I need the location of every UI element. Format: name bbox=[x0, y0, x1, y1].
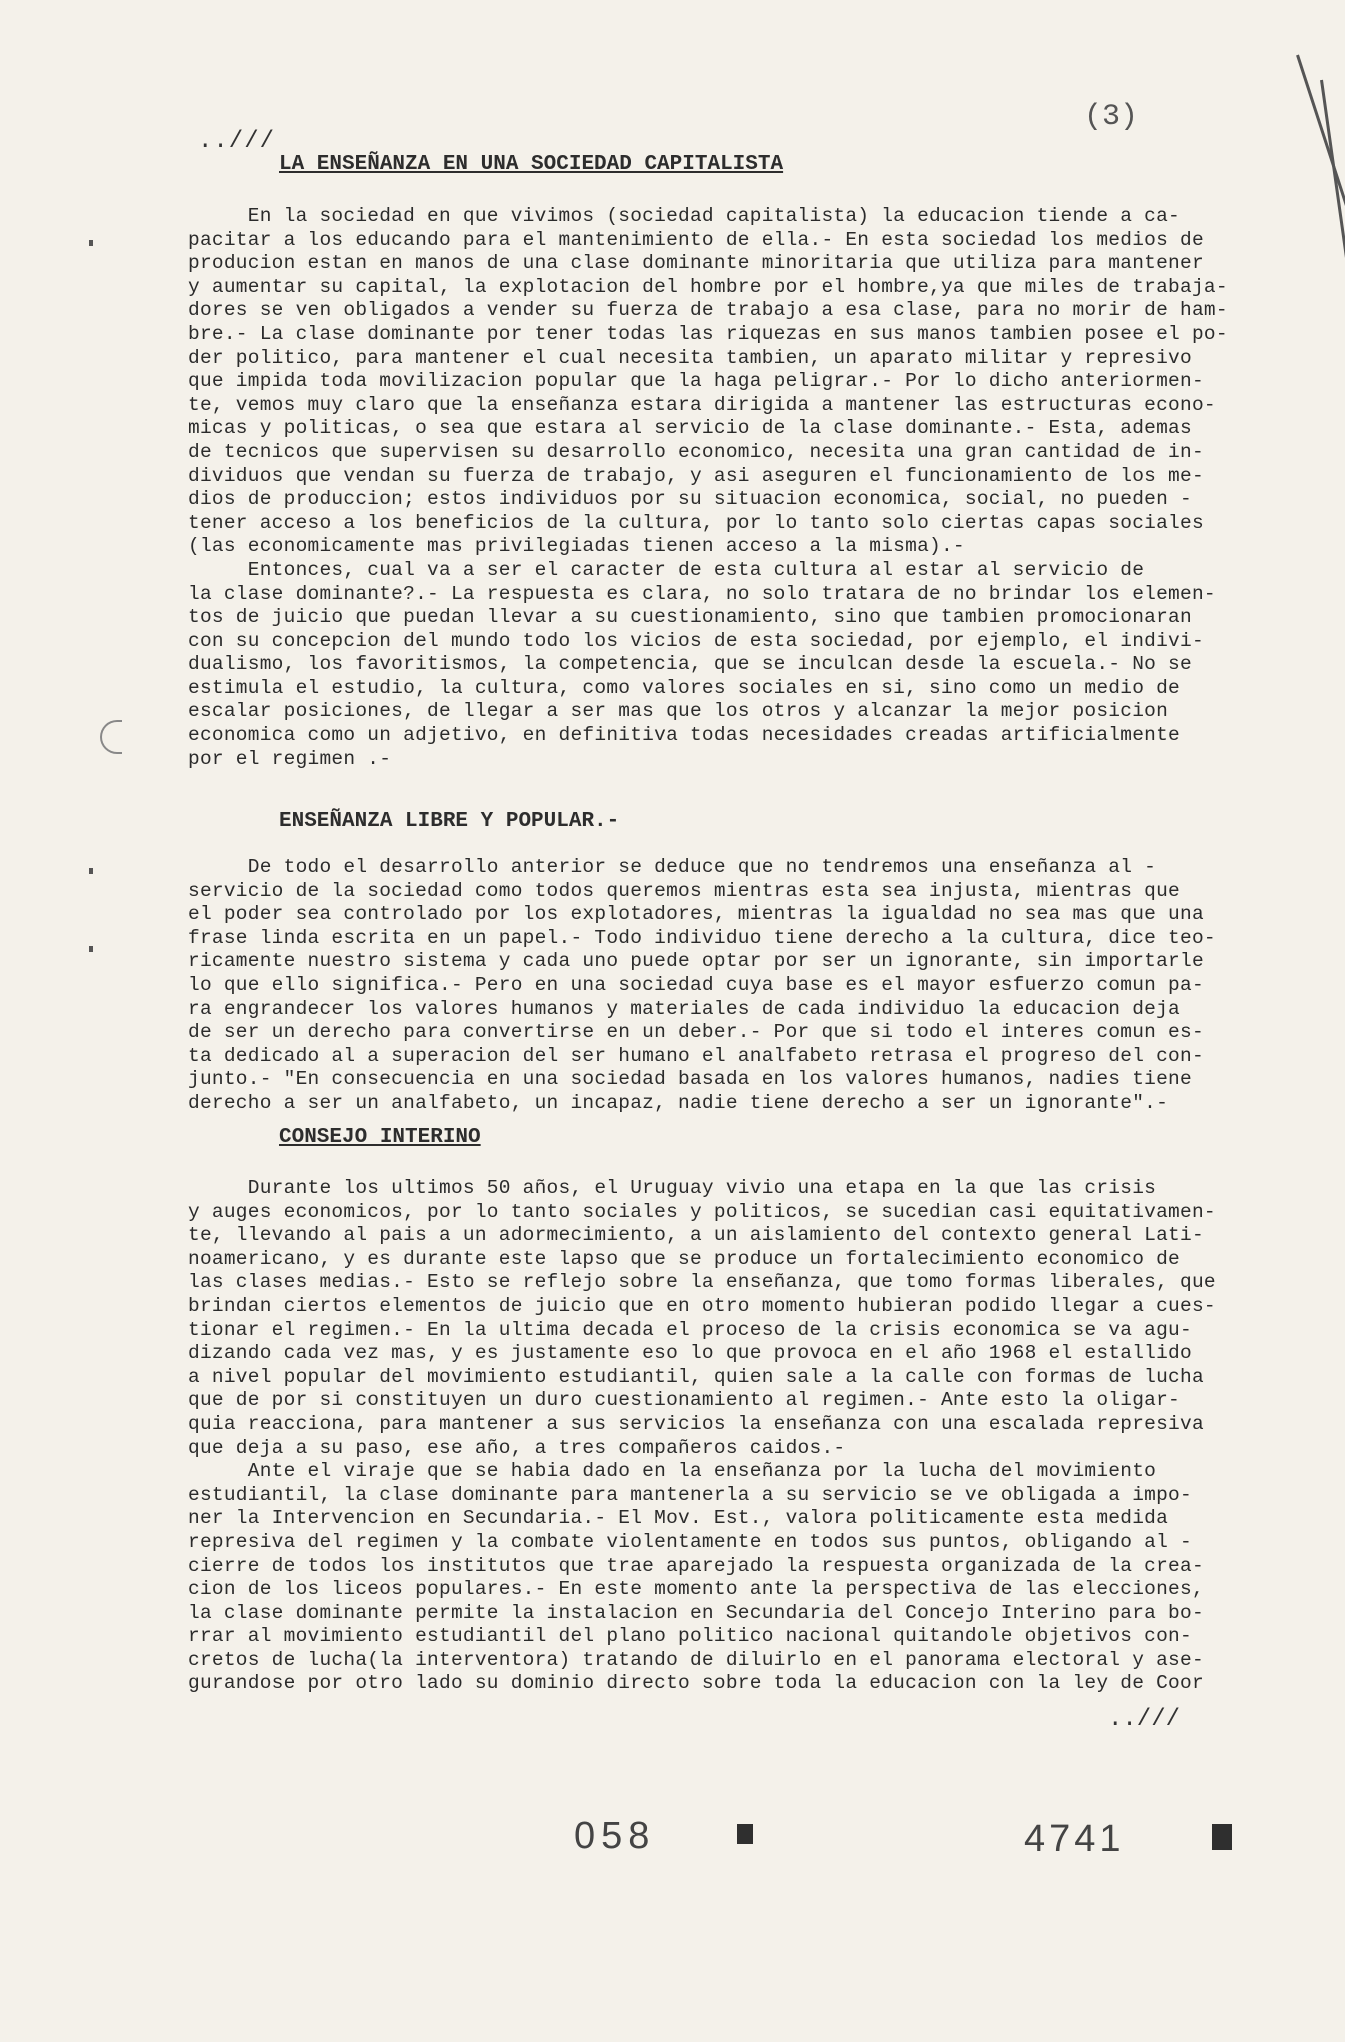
continuation-marker-bottom: ../// bbox=[1108, 1706, 1181, 1733]
margin-mark bbox=[89, 868, 93, 874]
archive-number-left: 058 bbox=[574, 1815, 656, 1857]
archive-stamp-mark bbox=[1212, 1824, 1232, 1850]
paragraph-consejo-interino: Durante los ultimos 50 años, el Uruguay vivio una etapa en la que las crisis y auges economicos, por lo tanto sociales y politicos, se sucedian casi equitativamen- te, llevando al pais a un adormecimiento, a un aislamiento del contexto general Lati- noamericano, y es durante este lapso que se produce un fortalecimiento economico de las clases medias.- Esto se reflejo sobre la enseñanza, que tomo formas liberales, que brindan ciertos elementos de juicio que en otro momento hubieran podido llegar a cues- tionar el regimen.- En la ultima decada el proceso de la crisis economica se va agu- dizando cada vez mas, y es justamente eso lo que provoca en el año 1968 el estallido a nivel popular del movimiento estudiantil, quien sale a la calle con formas de lucha que de por si constituyen un duro cuestionamiento al regimen.- Ante esto la oligar- quia reacciona, para mantener a sus servicios la enseñanza con una escalada represiva que deja a su paso, ese año, a tres compañeros caidos.- Ante el viraje que se habia dado en la enseñanza por la lucha del movimiento estudiantil, la clase dominante para mantenerla a su servicio se ve obligada a impo- ner la Intervencion en Secundaria.- El Mov. Est., valora politicamente esta medida represiva del regimen y la combate violentamente en todos sus puntos, obligando al - cierre de todos los institutos que trae aparejado la respuesta organizada de la crea- cion de los liceos populares.- En este momento ante la perspectiva de las elecciones, la clase dominante permite la instalacion en Secundaria del Concejo Interino para bo- rrar al movimiento estudiantil del plano politico nacional quitandole objetivos con- cretos de lucha(la interventora) tratando de diluirlo en el panorama electoral y ase- gurandose por otro lado su dominio directo sobre toda la educacion con la ley de Coor bbox=[188, 1177, 1216, 1695]
section-heading-ensenanza-capitalista: LA ENSEÑANZA EN UNA SOCIEDAD CAPITALISTA bbox=[279, 153, 784, 176]
paragraph-ensenanza-capitalista: En la sociedad en que vivimos (sociedad capitalista) la educacion tiende a ca- pacitar a los educando para el mantenimiento de ella.- En esta sociedad los medios de producion estan en manos de una clase dominante minoritaria que utiliza para mantener y aumentar su capital, la explotacion del hombre por el hombre,ya que miles de trabaja- dores se ven obligados a vender su fuerza de trabajo a esa clase, para no morir de ham- bre.- La clase dominante por tener todas las riquezas en sus manos tambien posee el po- der politico, para mantener el cual necesita tambien, un aparato militar y represivo que impida toda movilizacion popular que la haga peligrar.- Por lo dicho anteriormen- te, vemos muy claro que la enseñanza estara dirigida a mantener las estructuras econo- micas y politicas, o sea que estara al servicio de la clase dominante.- Esta, ademas de tecnicos que supervisen su desarrollo economico, necesita una gran cantidad de in- dividuos que vendan su fuerza de trabajo, y asi aseguren el funcionamiento de los me- dios de produccion; estos individuos por su situacion economica, social, no pueden - tener acceso a los beneficios de la cultura, por lo tanto solo ciertas capas sociales (las economicamente mas privilegiadas tienen acceso a la misma).- Entonces, cual va a ser el caracter de esta cultura al estar al servicio de la clase dominante?.- La respuesta es clara, no solo tratara de no brindar los elemen- tos de juicio que puedan llevar a su cuestionamiento, sino que tambien promocionaran con su concepcion del mundo todo los vicios de esta sociedad, por ejemplo, el indivi- dualismo, los favoritismos, la competencia, que se inculcan desde la escuela.- No se estimula el estudio, la cultura, como valores sociales en si, sino como un medio de escalar posiciones, de llegar a ser mas que los otros y alcanzar la mejor posicion economica como un adjetivo, en definitiva todas necesidades creadas artificialmente por el regimen .- bbox=[188, 205, 1228, 770]
section-heading-consejo-interino: CONSEJO INTERINO bbox=[279, 1126, 481, 1149]
page-edge-mark bbox=[1320, 80, 1345, 377]
archive-number-right: 4741 bbox=[1024, 1818, 1125, 1860]
section-heading-ensenanza-libre: ENSEÑANZA LIBRE Y POPULAR.- bbox=[279, 810, 620, 833]
margin-mark bbox=[89, 240, 93, 246]
margin-mark bbox=[89, 946, 93, 952]
continuation-marker-top: ../// bbox=[198, 128, 276, 155]
margin-curve-mark bbox=[100, 720, 122, 754]
paragraph-ensenanza-libre: De todo el desarrollo anterior se deduce que no tendremos una enseñanza al - servicio de la sociedad como todos queremos mientras esta sea injusta, mientras que el poder sea controlado por los explotadores, mientras la igualdad no sea mas que una frase linda escrita en un papel.- Todo individuo tiene derecho a la cultura, dice teo- ricamente nuestro sistema y cada uno puede optar por ser un ignorante, sin importarle lo que ello significa.- Pero en una sociedad cuya base es el mayor esfuerzo comun pa- ra engrandecer los valores humanos y materiales de cada individuo la educacion deja de ser un derecho para convertirse en un deber.- Por que si todo el interes comun es- ta dedicado al a superacion del ser humano el analfabeto retrasa el progreso del con- junto.- "En consecuencia en una sociedad basada en los valores humanos, nadies tiene derecho a ser un analfabeto, un incapaz, nadie tiene derecho a ser un ignorante".- bbox=[188, 856, 1216, 1114]
page-number: (3) bbox=[1084, 100, 1139, 134]
archive-stamp-mark bbox=[737, 1824, 753, 1844]
